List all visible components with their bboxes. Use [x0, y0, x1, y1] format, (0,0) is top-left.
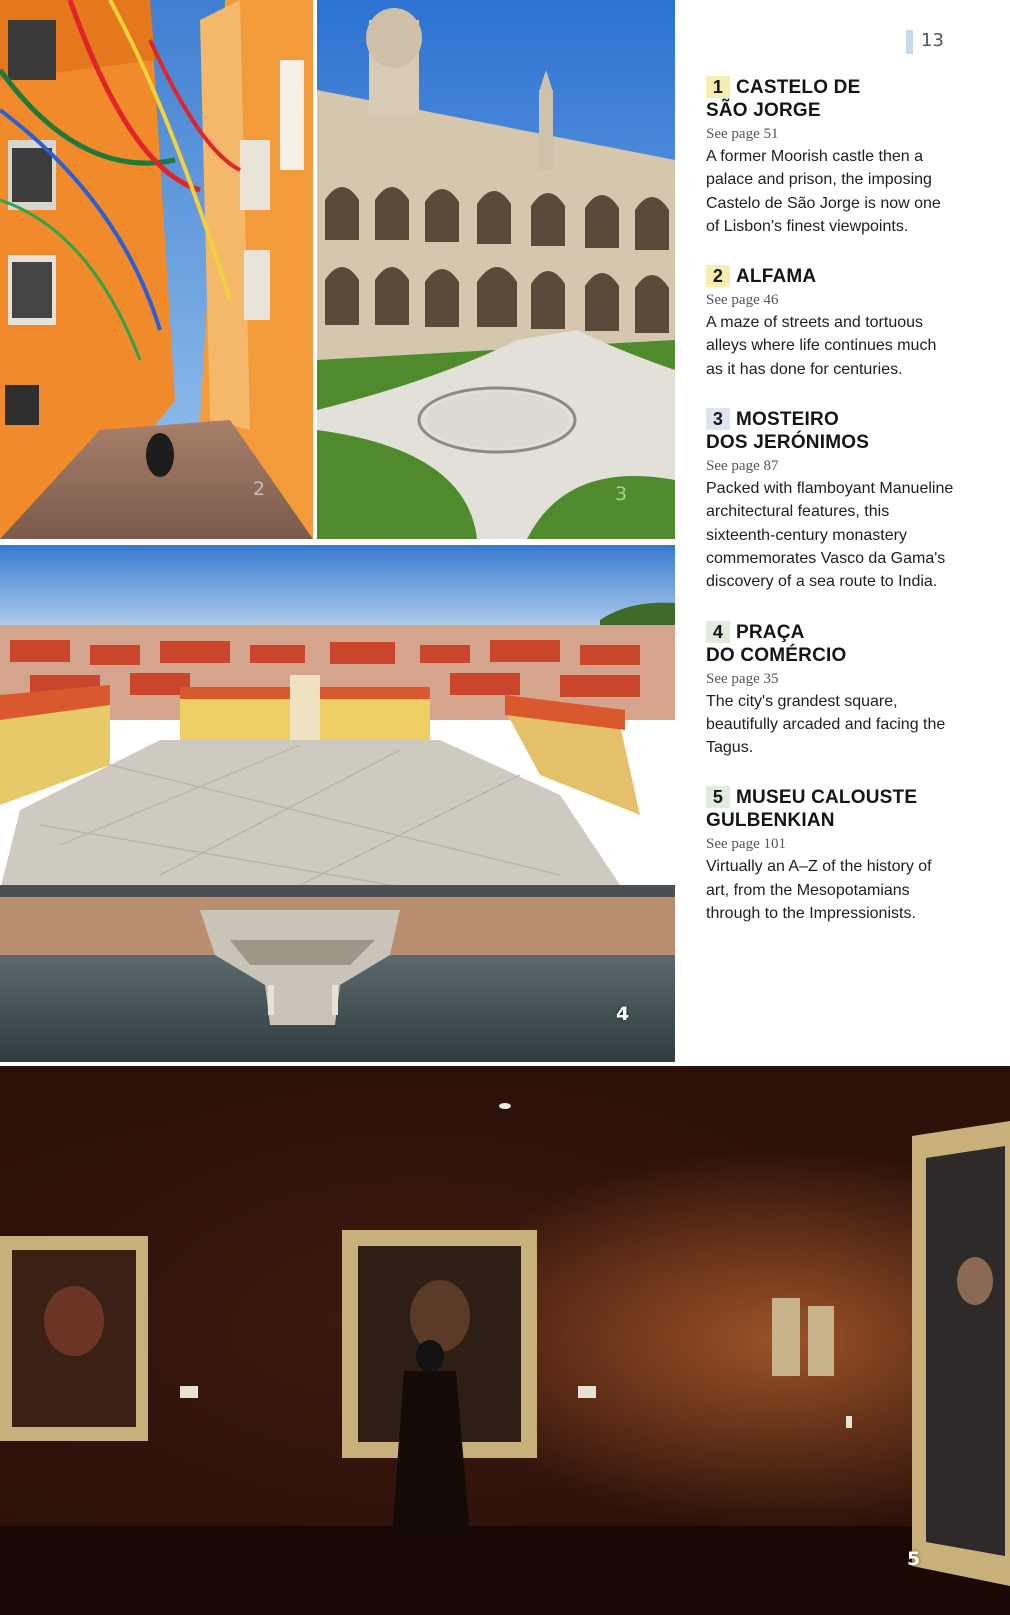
entry-title	[706, 76, 956, 122]
page-number: 13	[921, 30, 944, 51]
entry-number-badge: 3	[706, 408, 730, 430]
entry-mosteiro-dos-jeronimos	[706, 408, 956, 593]
jeronimos-image	[317, 0, 675, 539]
entry-title-line2: DOS JERÓNIMOS	[706, 432, 870, 454]
photo-praca-do-comercio	[0, 545, 675, 1062]
photo-number-2: 2	[253, 478, 266, 500]
photo-number-3: 3	[615, 483, 628, 505]
gulbenkian-image	[0, 1066, 1010, 1615]
entry-description: Virtually an A–Z of the history of art, from the Mesopotamians through to the Impressionists.	[706, 858, 932, 923]
entry-alfama	[706, 265, 956, 381]
entry-title-line1: MOSTEIRO	[736, 409, 839, 431]
entry-number-badge: 4	[706, 621, 730, 643]
entry-number-badge: 1	[706, 76, 730, 98]
entry-number-badge: 5	[706, 786, 730, 808]
photo-jeronimos-cloister	[317, 0, 675, 539]
photo-alfama-street	[0, 0, 313, 539]
entry-title	[706, 265, 956, 288]
entry-title	[706, 621, 956, 667]
entry-title-line1: CASTELO DE	[736, 77, 861, 98]
photo-number-4: 4	[616, 1003, 630, 1025]
entry-title-line1: MUSEU CALOUSTE	[736, 787, 918, 809]
entry-title-line1: ALFAMA	[736, 266, 817, 288]
entry-description: A maze of streets and tortuous alleys where life continues much as it has done for centuries.	[706, 314, 937, 378]
entry-description: Packed with flamboyant Manueline architectural features, this sixteenth-century monastery commemorates Vasco da Gama's discovery of a sea route to India.	[706, 480, 954, 591]
entry-castelo-de-sao-jorge	[706, 76, 956, 238]
entry-praca-do-comercio	[706, 621, 956, 760]
entry-title-line2: SÃO JORGE	[706, 100, 821, 121]
entry-title-line2: GULBENKIAN	[706, 810, 835, 832]
entry-title-line2: DO COMÉRCIO	[706, 644, 847, 666]
sights-list	[706, 76, 956, 952]
alfama-street-image	[0, 0, 313, 539]
see-page-ref: See page 101	[706, 836, 786, 853]
see-page-ref: See page 35	[706, 670, 779, 687]
entry-description: A former Moorish castle then a palace and prison, the imposing Castelo de São Jorge is now one of Lisbon's finest viewpoints.	[706, 148, 941, 235]
page-tab-accent	[906, 30, 913, 54]
photo-gulbenkian-gallery	[0, 1066, 1010, 1615]
entry-number-badge: 2	[706, 265, 730, 287]
see-page-ref: See page 46	[706, 292, 779, 309]
entry-title-line1: PRAÇA	[736, 621, 805, 643]
photo-number-5: 5	[907, 1548, 921, 1570]
entry-title	[706, 408, 956, 454]
entry-museu-calouste-gulbenkian	[706, 786, 956, 925]
see-page-ref: See page 51	[706, 126, 779, 142]
entry-description: The city's grandest square, beautifully arcaded and facing the Tagus.	[706, 692, 946, 757]
see-page-ref: See page 87	[706, 458, 779, 475]
praca-image	[0, 545, 675, 1062]
entry-title	[706, 786, 956, 832]
